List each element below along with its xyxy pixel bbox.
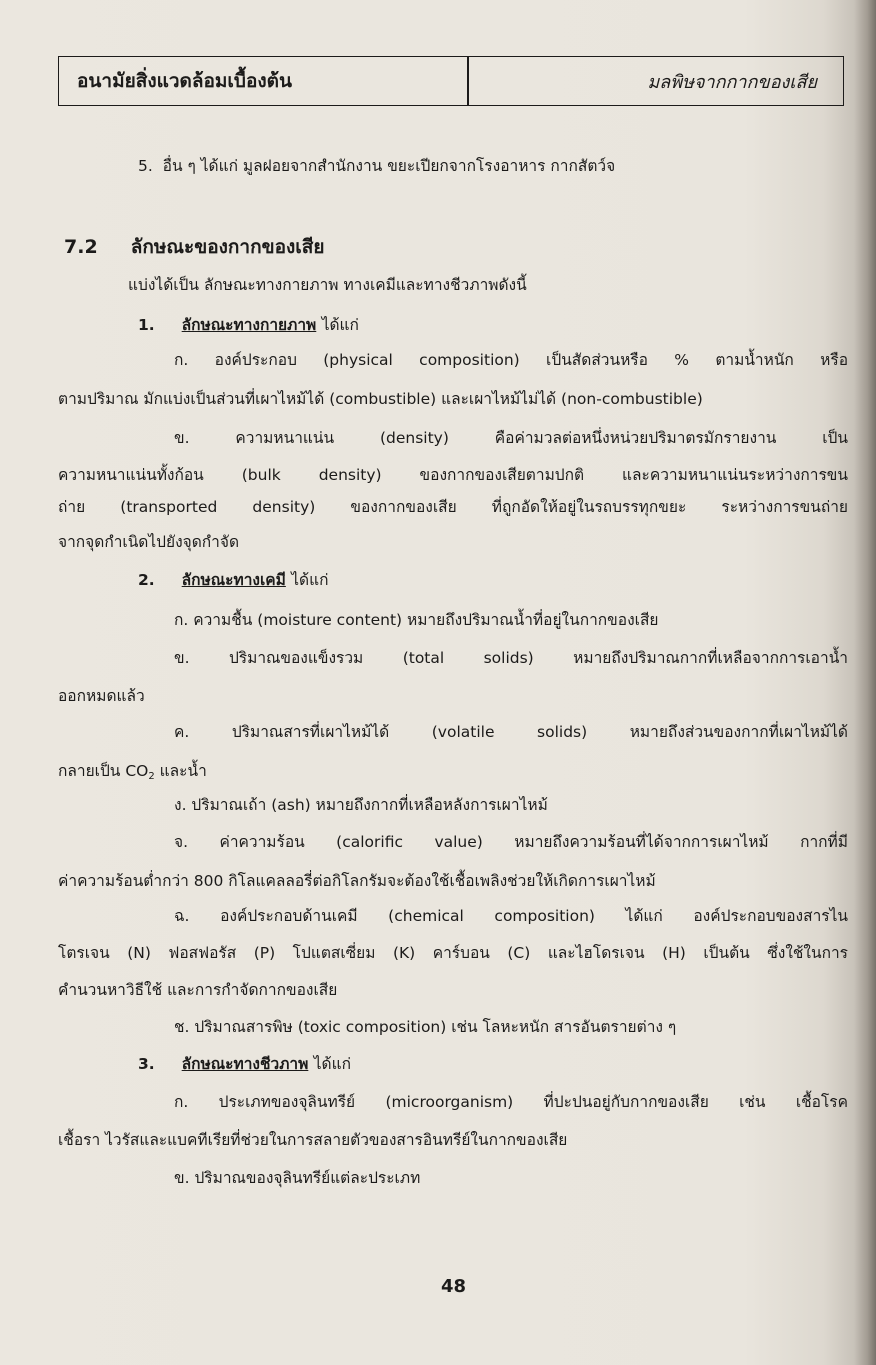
paragraph-line: ค่าความร้อนต่ำกว่า 800 กิโลแคลลอรี่ต่อกิโลกรัมจะต้องใช้เชื้อเพลิงช่วยให้เกิดการเผาไหม้ [58,872,656,890]
paragraph-line: ง. ปริมาณเถ้า (ash) หมายถึงกากที่เหลือหลังการเผาไหม้ [174,796,548,814]
page-header [58,56,844,106]
page-edge-shadow [854,0,876,1365]
formula-text: กลายเป็น CO [58,762,149,780]
subheading-number: 2. [138,571,155,589]
formula-subscript: 2 [148,771,155,782]
paragraph-line: ค. ปริมาณสารที่เผาไหม้ได้ (volatile solids) หมายถึงส่วนของกากที่เผาไหม้ได้ [174,723,848,741]
page-number: 48 [441,1276,467,1297]
subheading-suffix: ได้แก่ [321,316,359,334]
item-text: อื่น ๆ ได้แก่ มูลฝอยจากสำนักงาน ขยะเปียกจากโรงอาหาร กากสัตว์จ [162,157,616,175]
section-number: 7.2 [64,236,98,258]
paragraph-line: คำนวนหาวิธีใช้ และการกำจัดกากของเสีย [58,981,338,999]
section-heading [64,237,325,257]
paragraph-line: ก. ประเภทของจุลินทรีย์ (microorganism) ที่ปะปนอยู่กับกากของเสีย เช่น เชื้อโรค [174,1093,848,1111]
subheading-title: ลักษณะทางชีวภาพ [181,1055,309,1073]
paragraph-line: ข. ปริมาณของแข็งรวม (total solids) หมายถึงปริมาณกากที่เหลือจากการเอาน้ำ [174,649,848,667]
paragraph-line [58,761,207,787]
paragraph-line: ถ่าย (transported density) ของกากของเสีย ที่ถูกอัดให้อยู่ในรถบรรทุกขยะ ระหว่างการขนถ่าย [58,498,848,516]
paragraph-line: ความหนาแน่นทั้งก้อน (bulk density) ของกากของเสียตามปกติ และความหนาแน่นระหว่างการขน [58,466,848,484]
paragraph-line: ข. ปริมาณของจุลินทรีย์แต่ละประเภท [174,1169,421,1187]
header-book-title: อนามัยสิ่งแวดล้อมเบื้องต้น [59,57,469,105]
subheading-title: ลักษณะทางกายภาพ [181,316,317,334]
paragraph-line: จ. ค่าความร้อน (calorific value) หมายถึงความร้อนที่ได้จากการเผาไหม้ กากที่มี [174,833,848,851]
paragraph-line: ฉ. องค์ประกอบด้านเคมี (chemical composition) ได้แก่ องค์ประกอบของสารไน [174,907,848,925]
paragraph-line: ข. ความหนาแน่น (density) คือค่ามวลต่อหนึ่งหน่วยปริมาตรมักรายงาน เป็น [174,429,848,447]
paragraph-line: ช. ปริมาณสารพิษ (toxic composition) เช่น โลหะหนัก สารอันตรายต่าง ๆ [174,1018,677,1036]
list-item-5 [138,156,615,176]
section-title: ลักษณะของกากของเสีย [130,236,325,258]
paragraph-line: ก. องค์ประกอบ (physical composition) เป็นสัดส่วนหรือ % ตามน้ำหนัก หรือ [174,351,848,369]
paragraph-line: ก. ความชื้น (moisture content) หมายถึงปริมาณน้ำที่อยู่ในกากของเสีย [174,611,659,629]
subheading-number: 1. [138,316,155,334]
paragraph-line: เชื้อรา ไวรัสและแบคทีเรียที่ช่วยในการสลายตัวของสารอินทรีย์ในกากของเสีย [58,1131,568,1149]
paragraph-line: จากจุดกำเนิดไปยังจุดกำจัด [58,533,240,551]
subheading-title: ลักษณะทางเคมี [181,571,286,589]
paragraph-line: โตรเจน (N) ฟอสฟอรัส (P) โปแตสเซี่ยม (K) คาร์บอน (C) และไฮโดรเจน (H) เป็นต้น ซึ่งใช้ในการ [58,944,848,962]
subheading-chemical [138,570,329,590]
section-intro: แบ่งได้เป็น ลักษณะทางกายภาพ ทางเคมีและทางชีวภาพดังนี้ [128,276,527,294]
paragraph-line: ตามปริมาณ มักแบ่งเป็นส่วนที่เผาไหม้ได้ (combustible) และเผาไหม้ไม่ได้ (non-combustible) [58,390,703,408]
subheading-suffix: ได้แก่ [313,1055,351,1073]
header-chapter-title: มลพิษจากกากของเสีย [647,71,817,93]
subheading-number: 3. [138,1055,155,1073]
subheading-suffix: ได้แก่ [291,571,329,589]
subheading-biological [138,1054,351,1074]
subheading-physical [138,315,359,335]
paragraph-line: ออกหมดแล้ว [58,687,145,705]
item-number: 5. [138,157,153,175]
formula-suffix: และน้ำ [154,762,207,780]
